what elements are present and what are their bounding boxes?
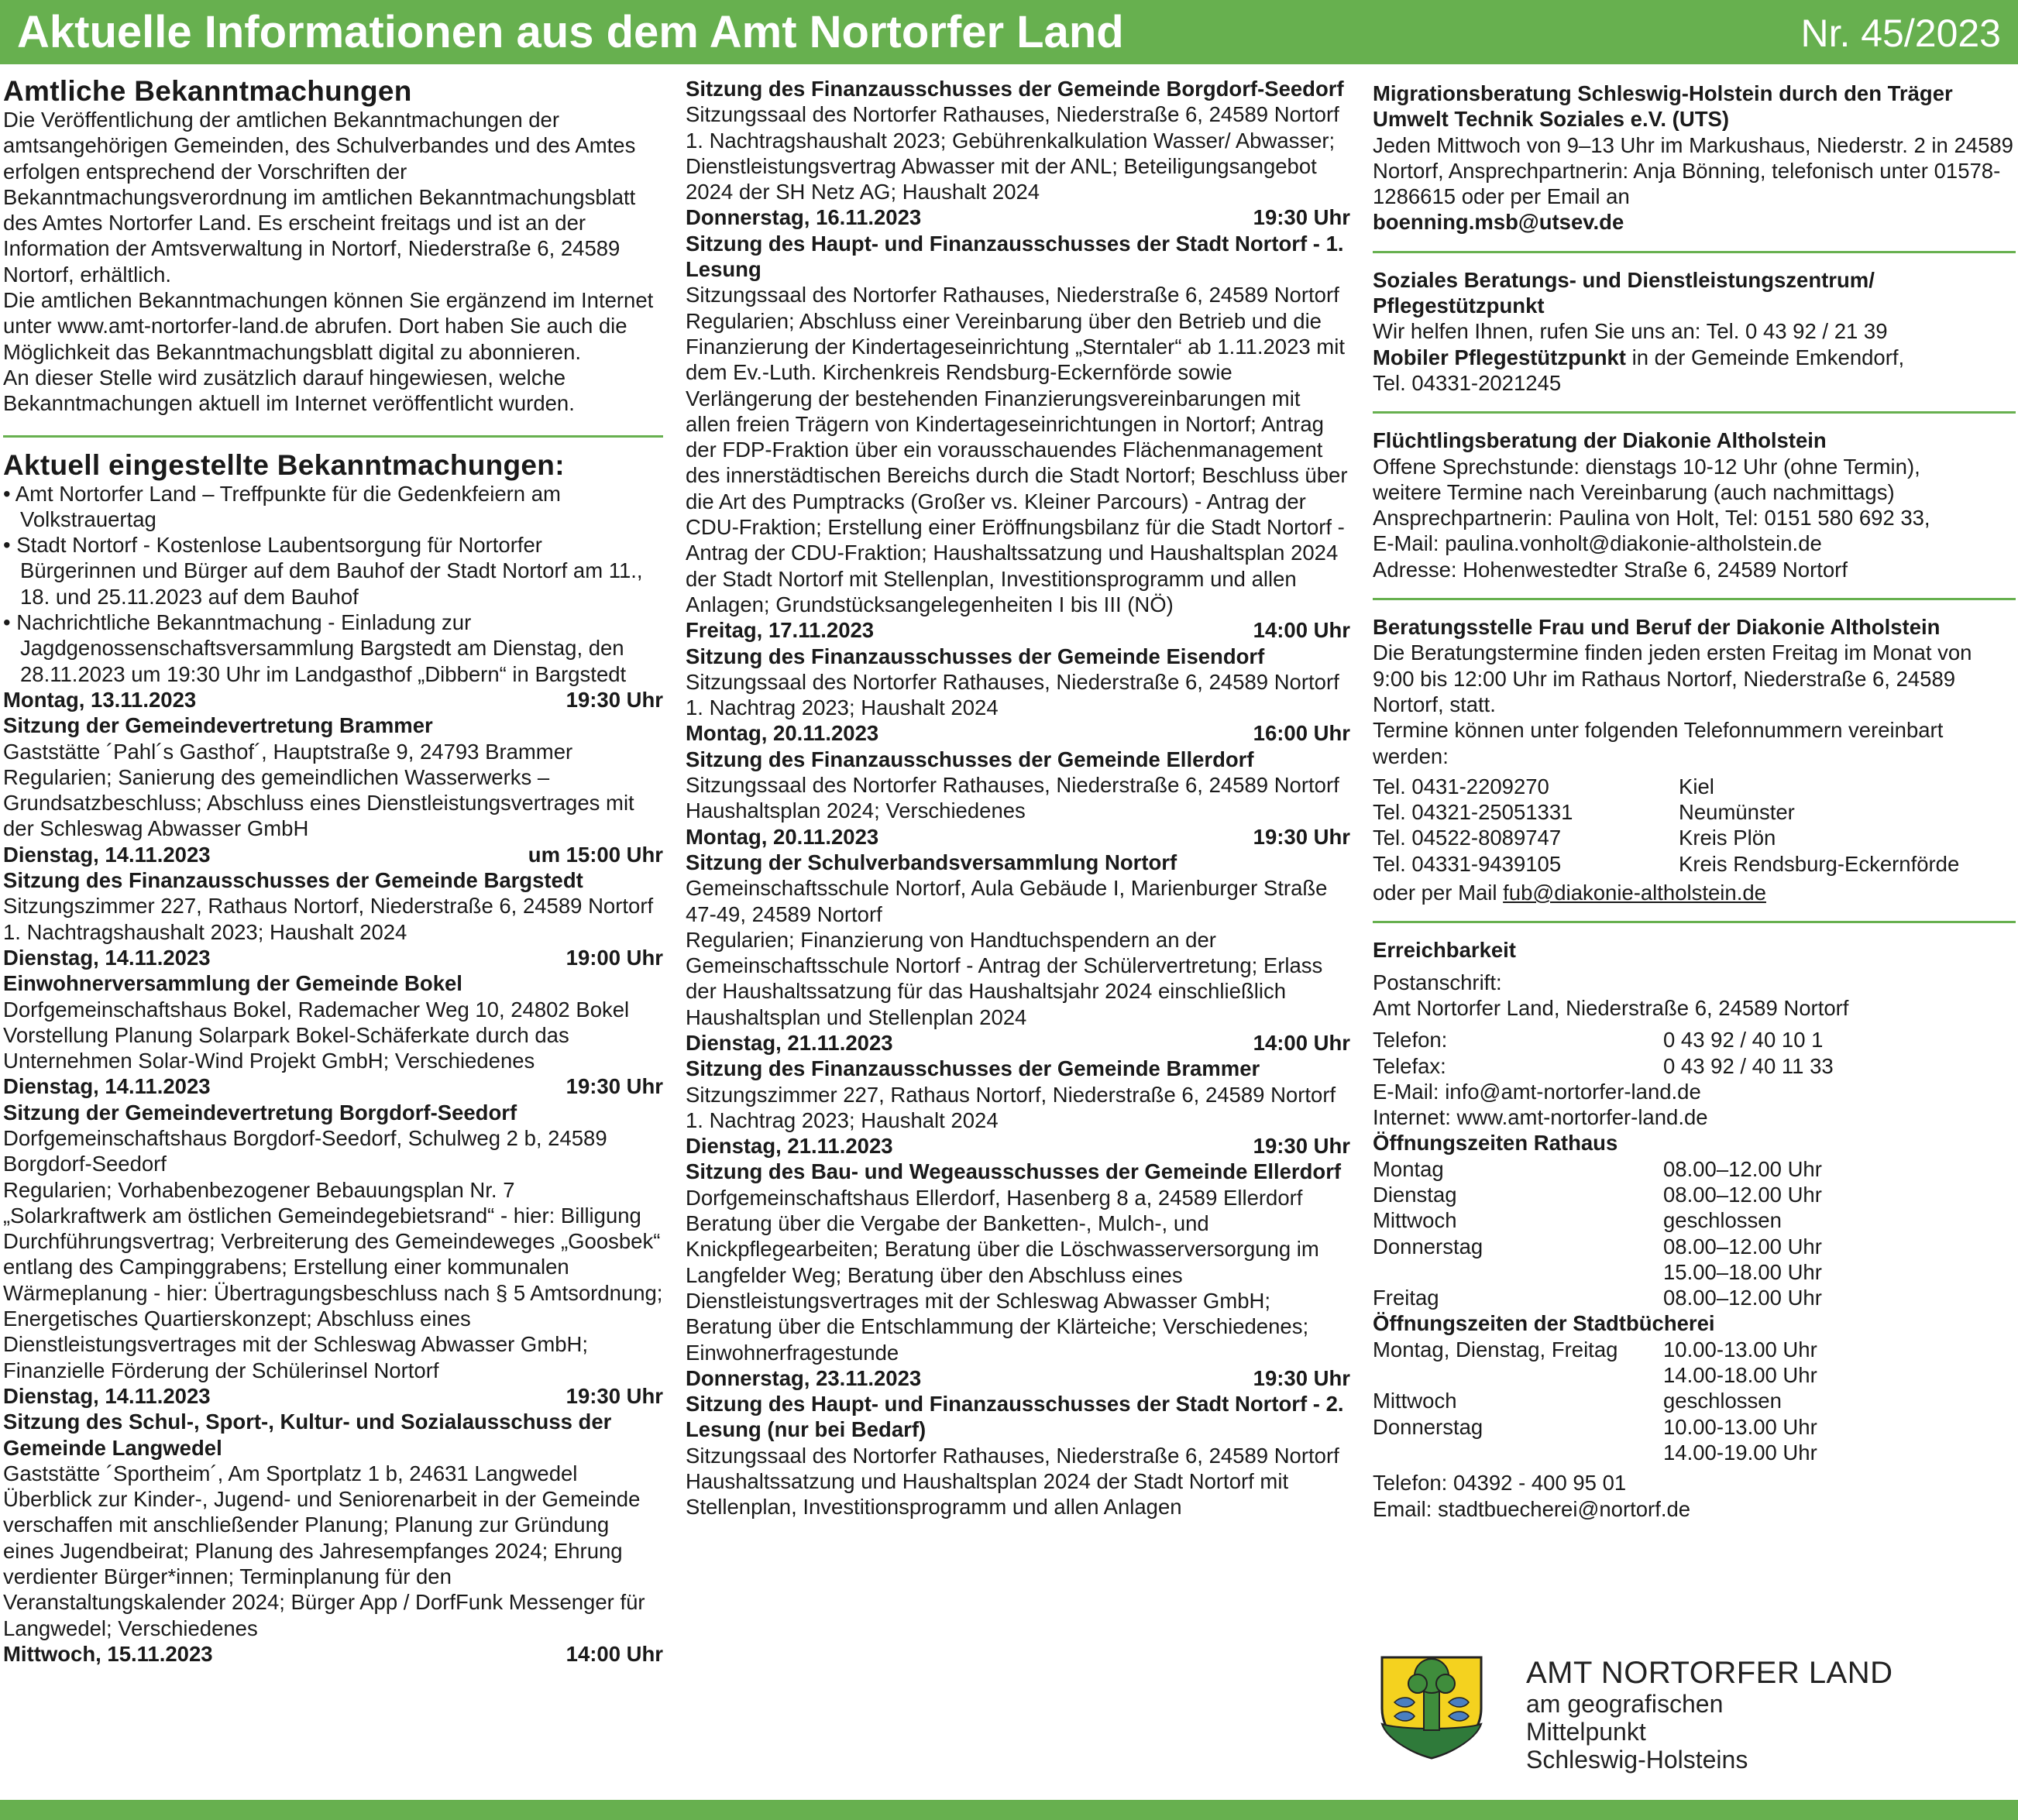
time: 10.00-13.00 Uhr: [1663, 1337, 1817, 1362]
mobile-text: in der Gemeinde Emkendorf,: [1625, 345, 1905, 369]
event-agenda: Haushaltsplan 2024; Verschiedenes: [686, 798, 1026, 823]
event: [686, 617, 1350, 720]
phone-value: 0 43 92 / 40 10 1: [1663, 1028, 1824, 1053]
event-time: 19:30 Uhr: [1253, 1134, 1350, 1159]
event-date: Dienstag, 14.11.2023: [3, 842, 211, 867]
fax-label: Telefax:: [1373, 1053, 1446, 1078]
phone-table: [1373, 774, 1959, 877]
email-text: E-Mail: info@amt-nortorfer-land.de: [1373, 1079, 1701, 1104]
mail-prefix: oder per Mail: [1373, 881, 1504, 905]
event-place: Gemeinschaftsschule Nortorf, Aula Gebäude I, Marienburger Straße 47-49, 24589 Nortorf: [686, 876, 1328, 926]
divider: [1373, 598, 2016, 600]
day: Montag, Dienstag, Freitag: [1373, 1337, 1618, 1362]
event: [686, 720, 1350, 823]
column-3: [1373, 76, 2016, 1522]
header-bar: [0, 0, 2018, 64]
table-row: [1373, 1182, 1822, 1207]
event-place: Sitzungssaal des Nortorfer Rathauses, Niederstraße 6, 24589 Nortorf: [686, 102, 1339, 127]
event-place: Sitzungssaal des Nortorfer Rathauses, Niederstraße 6, 24589 Nortorf: [686, 773, 1339, 798]
event: [3, 1383, 663, 1641]
event-title: Sitzung des Haupt- und Finanzausschusses der Stadt Nortorf - 1. Lesung: [686, 231, 1344, 282]
event-place: Sitzungszimmer 227, Rathaus Nortorf, Niederstraße 6, 24589 Nortorf: [686, 1082, 1336, 1107]
event-place: Dorfgemeinschaftshaus Borgdorf-Seedorf, Schulweg 2 b, 24589 Borgdorf-Seedorf: [3, 1125, 607, 1176]
event-title: Sitzung der Gemeindevertretung Brammer: [3, 713, 433, 738]
event-time: 19:30 Uhr: [566, 687, 663, 712]
event-time: 19:30 Uhr: [566, 1383, 663, 1408]
table-row: [1373, 1053, 1834, 1079]
column-1: [3, 76, 663, 1667]
phone-number: Tel. 04331-9439105: [1373, 851, 1562, 876]
event-time: 14:00 Uhr: [1253, 1030, 1350, 1055]
contact-section: [1373, 937, 2016, 1522]
day: Donnerstag: [1373, 1414, 1483, 1439]
event: [3, 1641, 663, 1667]
day: Mittwoch: [1373, 1389, 1457, 1413]
table-row: [1373, 774, 1959, 799]
section-text: Ansprechpartnerin: Paulina von Holt, Tel: 0151 580 692 33,: [1373, 506, 1930, 531]
postal-label: Postanschrift:: [1373, 970, 1502, 994]
event: [686, 76, 1350, 204]
event-time: 14:00 Uhr: [566, 1641, 663, 1666]
event-title: Sitzung des Bau- und Wegeausschusses der Gemeinde Ellerdorf: [686, 1159, 1342, 1184]
brand-name: AMT NORTORFER LAND: [1526, 1656, 1893, 1690]
event-title: Sitzung des Finanzausschusses der Gemeinde Ellerdorf: [686, 747, 1254, 771]
brand-line: am geografischen: [1526, 1690, 1724, 1718]
event: [686, 1030, 1350, 1133]
event-agenda: Beratung über die Vergabe der Banketten-, Mulch-, und Knickpflegearbeiten; Beratung über die Löschwasserversorgung im Langfelder Weg; Beratung über den Abschluss eines Dienstleistungsvertrages mit der Schleswag Abwasser GmbH; Beratung über die Entschlammung der Klärteiche; Verschiedenes; Einwohnerfragestunde: [686, 1211, 1319, 1365]
day: Mittwoch: [1373, 1208, 1457, 1233]
section-text: [1373, 880, 2016, 905]
day: [1373, 1362, 1663, 1388]
event-title: Sitzung des Haupt- und Finanzausschusses der Stadt Nortorf - 2. Lesung (nur bei Bedarf): [686, 1392, 1344, 1442]
email-link[interactable]: boenning.msb@utsev.de: [1373, 210, 1624, 235]
intro-paragraph: Die amtlichen Bekanntmachungen können Sie ergänzend im Internet unter www.amt-nortorfer-land.de abrufen. Dort haben Sie auch die Möglichkeit das Bekanntmachungsblatt digital zu abonnieren.: [3, 288, 654, 364]
intro-paragraph: Die Veröffentlichung der amtlichen Bekanntmachungen der amtsangehörigen Gemeinden, des Schulverbandes und des Amtes erfolgen entsprechend der Vorschriften der Bekanntmachungsverordnung im amtlichen Bekanntmachungsblatt des Amtes Nortorfer Land. Es erscheint freitags und ist an der Information der Amtsverwaltung in Nortorf, Niederstraße 6, 24589 Nortorf, erhältlich.: [3, 108, 636, 287]
phone-place: Kiel: [1679, 774, 1714, 798]
brand-line: Schleswig-Holsteins: [1526, 1746, 1748, 1774]
section-text: E-Mail: paulina.vonholt@diakonie-altholstein.de: [1373, 531, 1822, 556]
event-time: um 15:00 Uhr: [528, 842, 663, 867]
event-place: Sitzungssaal des Nortorfer Rathauses, Niederstraße 6, 24589 Nortorf: [686, 1443, 1339, 1468]
day: [1373, 1259, 1663, 1285]
refugee-section: [1373, 428, 2016, 582]
section-text: Offene Sprechstunde: dienstags 10-12 Uhr (ohne Termin),: [1373, 454, 1920, 479]
day: [1373, 1440, 1663, 1465]
table-row: [1373, 1362, 1817, 1388]
time: 15.00–18.00 Uhr: [1663, 1259, 1822, 1284]
day: Freitag: [1373, 1286, 1439, 1310]
postal-address: Amt Nortorfer Land, Niederstraße 6, 24589 Nortorf: [1373, 995, 1849, 1020]
event-agenda: Regularien; Vorhabenbezogener Bebauungsplan Nr. 7 „Solarkraftwerk am östlichen Gemeindegebietsrand“ - hier: Billigung Durchführungsvertrag; Verbreiterung des Gemeindeweges „Goosbek“ entlang des Campinggrabens; Erstellung einer kommunalen Wärmeplanung - hier: Übertragungsbeschluss nach § 5 Amtsordnung; Energetisches Quartierskonzept; Abschluss eines Dienstleistungsvertrages mit der Schleswag Abwasser GmbH; Finanzielle Förderung der Schülerinsel Nortorf: [3, 1177, 663, 1382]
email-link[interactable]: fub@diakonie-altholstein.de: [1503, 881, 1766, 905]
contact-table: [1373, 1027, 1834, 1079]
table-row: [1373, 1027, 1834, 1053]
time: geschlossen: [1663, 1389, 1782, 1413]
phone-place: Neumünster: [1679, 800, 1795, 825]
event-title: Sitzung des Finanzausschusses der Gemeinde Brammer: [686, 1056, 1260, 1081]
section-text: Tel. 04331-2021245: [1373, 370, 1562, 395]
library-hours-title: Öffnungszeiten der Stadtbücherei: [1373, 1311, 1715, 1336]
time: 08.00–12.00 Uhr: [1663, 1286, 1822, 1310]
time: 08.00–12.00 Uhr: [1663, 1234, 1822, 1259]
event: [3, 842, 663, 945]
mobile-label: Mobiler Pflegestützpunkt: [1373, 345, 1626, 369]
phone-number: Tel. 04321-25051331: [1373, 800, 1573, 825]
time: 08.00–12.00 Uhr: [1663, 1156, 1822, 1181]
table-row: [1373, 1259, 1822, 1285]
brand-block: [1526, 1656, 1893, 1774]
event-title: Einwohnerversammlung der Gemeinde Bokel: [3, 971, 462, 996]
event-agenda: Regularien; Sanierung des gemeindlichen Wasserwerks – Grundsatzbeschluss; Abschluss eines Dienstleistungsvertrages mit der Schleswag Abwasser GmbH: [3, 764, 634, 841]
event-place: Sitzungssaal des Nortorfer Rathauses, Niederstraße 6, 24589 Nortorf: [686, 669, 1339, 694]
notice-item: • Nachrichtliche Bekanntmachung - Einladung zur Jagdgenossenschaftsversammlung Bargstedt am Dienstag, den 28.11.2023 um 19:30 Uhr im Landgasthof „Dibbern“ in Bargstedt: [3, 610, 627, 686]
event-place: Gaststätte ´Sportheim´, Am Sportplatz 1 b, 24631 Langwedel: [3, 1461, 578, 1485]
event-date: Montag, 20.11.2023: [686, 824, 879, 849]
divider: [1373, 411, 2016, 414]
section-text: Wir helfen Ihnen, rufen Sie uns an: Tel. 0 43 92 / 21 39: [1373, 319, 1888, 344]
event: [3, 1073, 663, 1383]
day: Donnerstag: [1373, 1234, 1483, 1259]
event-place: Dorfgemeinschaftshaus Ellerdorf, Hasenberg 8 a, 24589 Ellerdorf: [686, 1185, 1303, 1210]
event-title: Sitzung des Finanzausschusses der Gemeinde Borgdorf-Seedorf: [686, 77, 1344, 101]
event-time: 19:30 Uhr: [566, 1074, 663, 1099]
event-title: Sitzung des Schul-, Sport-, Kultur- und Sozialausschuss der Gemeinde Langwedel: [3, 1410, 612, 1460]
event: [3, 945, 663, 1073]
brand-line: Mittelpunkt: [1526, 1718, 1646, 1746]
phone-place: Kreis Rendsburg-Eckernförde: [1679, 851, 1960, 876]
time: 10.00-13.00 Uhr: [1663, 1414, 1817, 1439]
heading-official-notices: Amtliche Bekanntmachungen: [3, 75, 412, 107]
section-title: Beratungsstelle Frau und Beruf der Diakonie Altholstein: [1373, 615, 1941, 640]
phone-number: Tel. 04522-8089747: [1373, 826, 1562, 850]
section-text: [1373, 345, 2016, 370]
library-email: Email: stadtbuecherei@nortorf.de: [1373, 1496, 1691, 1521]
footer-bar: [0, 1800, 2018, 1820]
event-place: Sitzungszimmer 227, Rathaus Nortorf, Niederstraße 6, 24589 Nortorf: [3, 894, 654, 919]
social-section: [1373, 267, 2016, 396]
web-text: Internet: www.amt-nortorfer-land.de: [1373, 1105, 1708, 1130]
page-title: Aktuelle Informationen aus dem Amt Nortorfer Land: [17, 7, 1124, 57]
event-agenda: Vorstellung Planung Solarpark Bokel-Schäferkate durch das Unternehmen Solar-Wind Projekt GmbH; Verschiedenes: [3, 1022, 569, 1073]
event-place: Gaststätte ´Pahl´s Gasthof´, Hauptstraße 9, 24793 Brammer: [3, 739, 573, 764]
intro-paragraph: An dieser Stelle wird zusätzlich darauf hingewiesen, welche Bekanntmachungen aktuell im Internet veröffentlicht wurden.: [3, 365, 575, 416]
hours-title: Öffnungszeiten Rathaus: [1373, 1131, 1618, 1156]
event-date: Montag, 13.11.2023: [3, 687, 197, 712]
event-agenda: 1. Nachtragshaushalt 2023; Haushalt 2024: [3, 919, 407, 944]
table-row: [1373, 1207, 1822, 1233]
time: 14.00-19.00 Uhr: [1663, 1440, 1817, 1465]
event-agenda: Haushaltssatzung und Haushaltsplan 2024 der Stadt Nortorf mit Stellenplan, Investitionsprogramm und allen Anlagen: [686, 1469, 1289, 1520]
event: [3, 687, 663, 842]
event-title: Sitzung der Schulverbandsversammlung Nortorf: [686, 850, 1177, 874]
table-row: [1373, 1156, 1822, 1182]
fax-value: 0 43 92 / 40 11 33: [1663, 1053, 1834, 1078]
event-agenda: Regularien; Abschluss einer Vereinbarung über den Betrieb und die Finanzierung der Kindertageseinrichtung „Sterntaler“ ab 1.11.2023 mit dem Ev.-Luth. Kirchenkreis Rendsburg-Eckernförde sowie Verlängerung der bestehenden Finanzierungsvereinbarungen mit allen freien Trägern von Kindertageseinrichtungen in Nortorf; Antrag der FDP-Fraktion über ein vorausschauendes Flächenmanagement des innerstädtischen Bereichs durch die Stadt Nortorf; Beschluss über die Art des Pumptracks (Großer vs. Kleiner Parcours) - Antrag der CDU-Fraktion; Erstellung einer Eröffnungsbilanz für die Stadt Nortorf - Antrag der CDU-Fraktion; Haushaltssatzung und Haushaltsplan 2024 der Stadt Nortorf mit Stellenplan, Investitionsprogramm und allen Anlagen; Grundstücksangelegenheiten I bis III (NÖ): [686, 308, 1348, 616]
section-title: Migrationsberatung Schleswig-Holstein durch den Träger Umwelt Technik Soziales e.V. (UTS): [1373, 81, 1953, 132]
event-place: Sitzungssaal des Nortorfer Rathauses, Niederstraße 6, 24589 Nortorf: [686, 283, 1339, 307]
phone-place: Kreis Plön: [1679, 826, 1776, 850]
time: 14.00-18.00 Uhr: [1663, 1363, 1817, 1388]
event-date: Freitag, 17.11.2023: [686, 618, 875, 643]
event-time: 14:00 Uhr: [1253, 618, 1350, 643]
event-date: Dienstag, 14.11.2023: [3, 1074, 211, 1099]
divider: [1373, 921, 2016, 923]
section-text: Adresse: Hohenwestedter Straße 6, 24589 Nortorf: [1373, 557, 1848, 582]
event-date: Donnerstag, 23.11.2023: [686, 1365, 922, 1390]
column-2: [686, 76, 1350, 1520]
time: 08.00–12.00 Uhr: [1663, 1182, 1822, 1207]
event-date: Dienstag, 14.11.2023: [3, 945, 211, 970]
library-hours-table: [1373, 1337, 1817, 1465]
divider: [1373, 251, 2016, 253]
event-date: Dienstag, 21.11.2023: [686, 1030, 893, 1055]
heading-current-notices: Aktuell eingestellte Bekanntmachungen:: [3, 448, 565, 481]
table-row: [1373, 1388, 1817, 1413]
table-row: [1373, 799, 1959, 825]
hours-table: [1373, 1156, 1822, 1311]
section-text: Termine können unter folgenden Telefonnummern vereinbart werden:: [1373, 718, 1944, 768]
event-title: Sitzung des Finanzausschusses der Gemeinde Bargstedt: [3, 868, 583, 893]
event: [686, 1133, 1350, 1365]
table-row: [1373, 1440, 1817, 1465]
event-place: Dorfgemeinschaftshaus Bokel, Rademacher Weg 10, 24802 Bokel: [3, 997, 630, 1022]
event-agenda: 1. Nachtragshaushalt 2023; Gebührenkalkulation Wasser/ Abwasser; Dienstleistungsvertrag Abwasser mit der ANL; Beteiligungsangebot 2024 der SH Netz AG; Haushalt 2024: [686, 128, 1336, 204]
day: Dienstag: [1373, 1182, 1457, 1207]
table-row: [1373, 1414, 1817, 1440]
table-row: [1373, 825, 1959, 850]
event-date: Mittwoch, 15.11.2023: [3, 1641, 213, 1666]
migration-section: [1373, 81, 2016, 235]
event: [686, 1365, 1350, 1520]
table-row: [1373, 851, 1959, 877]
section-text: weitere Termine nach Vereinbarung (auch nachmittags): [1373, 479, 1895, 504]
event-time: 19:30 Uhr: [1253, 205, 1350, 230]
table-row: [1373, 1337, 1817, 1362]
section-text: Die Beratungstermine finden jeden ersten Freitag im Monat von 9:00 bis 12:00 Uhr im Rathaus Nortorf, Niederstraße 6, 24589 Nortorf, statt.: [1373, 640, 1972, 716]
divider: [3, 435, 663, 438]
event-date: Dienstag, 14.11.2023: [3, 1383, 211, 1408]
section-title: Soziales Beratungs- und Dienstleistungszentrum/ Pflegestützpunkt: [1373, 267, 1875, 318]
event-time: 19:00 Uhr: [566, 945, 663, 970]
event: [686, 204, 1350, 617]
section-title: Flüchtlingsberatung der Diakonie Altholstein: [1373, 428, 1827, 453]
table-row: [1373, 1285, 1822, 1310]
notice-item: • Amt Nortorfer Land – Treffpunkte für die Gedenkfeiern am Volkstrauertag: [3, 481, 561, 531]
event-agenda: 1. Nachtrag 2023; Haushalt 2024: [686, 1107, 999, 1132]
event-date: Montag, 20.11.2023: [686, 721, 879, 746]
women-career-section: [1373, 614, 2016, 905]
event-agenda: 1. Nachtrag 2023; Haushalt 2024: [686, 695, 999, 720]
day: Montag: [1373, 1156, 1444, 1181]
phone-number: Tel. 0431-2209270: [1373, 774, 1549, 798]
time: geschlossen: [1663, 1208, 1782, 1233]
event-title: Sitzung des Finanzausschusses der Gemeinde Eisendorf: [686, 644, 1265, 668]
notice-item: • Stadt Nortorf - Kostenlose Laubentsorgung für Nortorfer Bürgerinnen und Bürger auf dem Bauhof der Stadt Nortorf am 11., 18. und 25.11.2023 auf dem Bauhof: [3, 533, 643, 609]
section-text: Jeden Mittwoch von 9–13 Uhr im Markushaus, Niederstr. 2 in 24589 Nortorf, Ansprechpartnerin: Anja Bönning, telefonisch unter 01578-1286615 oder per Email an: [1373, 132, 2013, 209]
issue-number: Nr. 45/2023: [1800, 12, 2001, 55]
library-phone: Telefon: 04392 - 400 95 01: [1373, 1471, 1627, 1495]
event-time: 19:30 Uhr: [1253, 824, 1350, 849]
phone-label: Telefon:: [1373, 1028, 1448, 1053]
event-time: 19:30 Uhr: [1253, 1365, 1350, 1390]
section-title: Erreichbarkeit: [1373, 938, 1516, 963]
coat-of-arms-icon: [1377, 1653, 1486, 1761]
event-date: Donnerstag, 16.11.2023: [686, 205, 922, 230]
event-title: Sitzung der Gemeindevertretung Borgdorf-Seedorf: [3, 1100, 517, 1125]
event: [686, 824, 1350, 1030]
table-row: [1373, 1234, 1822, 1259]
event-time: 16:00 Uhr: [1253, 721, 1350, 746]
event-agenda: Regularien; Finanzierung von Handtuchspendern an der Gemeinschaftsschule Nortorf - Antrag der Schülervertretung; Erlass der Haushaltssatzung für das Haushaltsjahr 2024 einschließlich Haushaltsplan und Stellenplan 2024: [686, 927, 1323, 1029]
event-date: Dienstag, 21.11.2023: [686, 1134, 893, 1159]
event-agenda: Überblick zur Kinder-, Jugend- und Seniorenarbeit in der Gemeinde verschaffen mit anschließender Planung; Planung zur Gründung eines Jugendbeirat; Planung des Jahresempfanges 2024; Ehrung verdienter Bürger*innen; Terminplanung für den Veranstaltungskalender 2024; Bürger App / DorfFunk Messenger für Langwedel; Verschiedenes: [3, 1487, 645, 1640]
